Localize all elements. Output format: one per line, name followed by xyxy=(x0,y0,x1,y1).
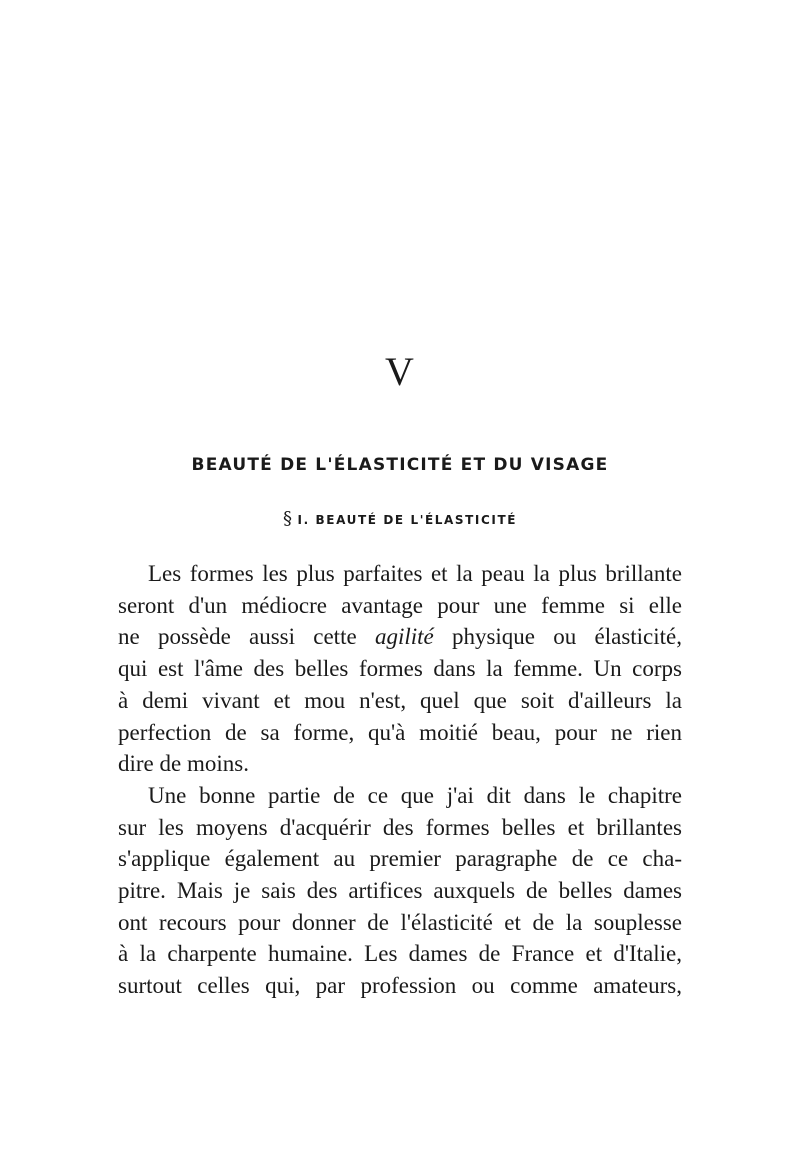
text-line: dire de moins. xyxy=(118,751,249,777)
text-line: qui est l'âme des belles formes dans la femme. Un corps xyxy=(118,656,682,682)
text-line: à demi vivant et mou n'est, quel que soit d'ailleurs la xyxy=(118,687,682,713)
text-line: seront d'un médiocre avantage pour une femme si elle xyxy=(118,592,682,618)
text-line: à la charpente humaine. Les dames de France et d'Italie, xyxy=(118,941,682,967)
text-segment: ne possède aussi cette xyxy=(118,624,375,650)
body-text xyxy=(118,558,682,1002)
text-line: ont recours pour donner de l'élasticité et de la souplesse xyxy=(118,909,682,935)
section-title xyxy=(0,509,800,530)
text-line xyxy=(118,621,682,653)
text-line: s'applique également au premier paragraphe de ce cha- xyxy=(118,846,682,872)
text-line: perfection de sa forme, qu'à moitié beau, pour ne rien xyxy=(118,719,682,745)
emphasized-word: agilité xyxy=(374,624,434,650)
chapter-number: V xyxy=(385,349,415,394)
section-symbol: § xyxy=(282,508,294,529)
text-line: pitre. Mais je sais des artifices auxquels de belles dames xyxy=(118,878,682,904)
section-title-text: I. BEAUTÉ DE L'ÉLASTICITÉ xyxy=(297,513,518,527)
text-line: sur les moyens d'acquérir des formes belles et brillantes xyxy=(118,814,682,840)
text-line: surtout celles qui, par profession ou comme amateurs, xyxy=(118,973,682,999)
text-line: Les formes les plus parfaites et la peau la plus brillante xyxy=(148,561,682,586)
chapter-title: BEAUTÉ DE L'ÉLASTICITÉ ET DU VISAGE xyxy=(191,455,609,475)
text-segment: physique ou élasticité, xyxy=(433,624,682,650)
text-line: Une bonne partie de ce que j'ai dit dans le chapitre xyxy=(148,782,682,808)
